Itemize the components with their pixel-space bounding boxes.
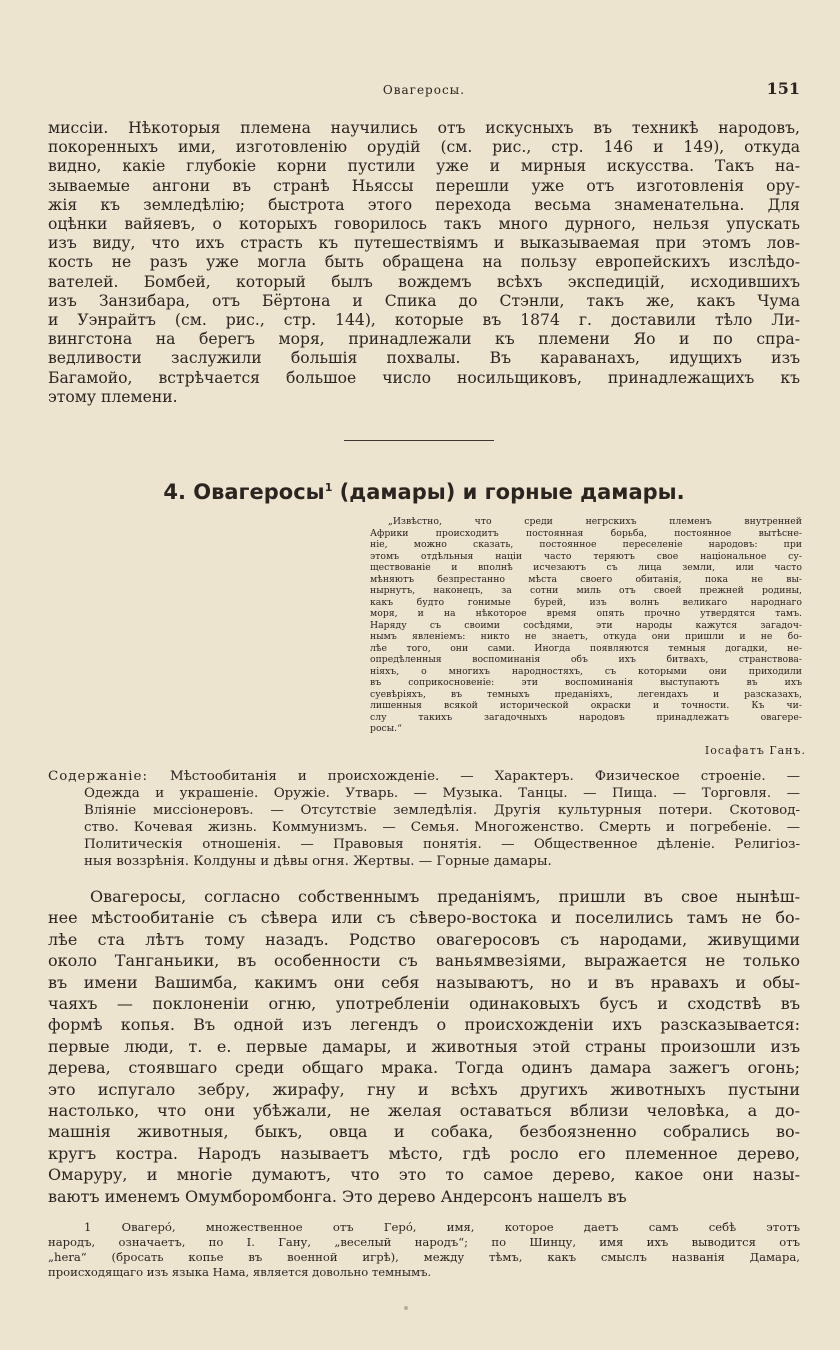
text-line: изъ виду, что ихъ страсть къ путешествіямъ и выказываемая при этомъ лов- bbox=[48, 234, 800, 253]
text-line: около Танганьики, въ особенности съ ваньямвезіями, выражается не только bbox=[48, 951, 800, 971]
contents-line: Одежда и украшеніе. Оружіе. Утварь. — Музыка. Танцы. — Пища. — Торговля. — bbox=[84, 786, 800, 801]
footnote-line: происходящаго изъ языка Нама, является довольно темнымъ. bbox=[48, 1265, 432, 1279]
epigraph-line: Наряду съ своими сосѣдями, эти народы кажутся загадоч- bbox=[370, 619, 802, 631]
contents-line: Политическія отношенія. — Правовыя понятія. — Общественное дѣленіе. Религіоз- bbox=[84, 837, 800, 852]
footnote-line: народъ, означаетъ, по І. Гану, „веселый народъ“; по Шинцу, имя ихъ выводится отъ bbox=[48, 1235, 800, 1249]
text-line: машнія животныя, быкъ, овца и собака, безбоязненно собрались во- bbox=[48, 1122, 800, 1142]
section-contents bbox=[48, 768, 800, 870]
text-line: настолько, что они убѣжали, не желая оставаться вблизи человѣка, а до- bbox=[48, 1101, 800, 1121]
page-speck bbox=[404, 1306, 408, 1310]
epigraph-line: нымъ явленіемъ: никто не знаетъ, откуда они пришли и не бо- bbox=[370, 631, 802, 642]
epigraph-line: Африки происходитъ постоянная борьба, постоянное вытѣсне- bbox=[370, 527, 802, 539]
text-line: это испугало зебру, жирафу, гну и всѣхъ другихъ животныхъ пустыни bbox=[48, 1079, 800, 1099]
epigraph-line: опредѣленныя воспоминанія объ ихъ битвахъ, странствова- bbox=[370, 654, 802, 665]
contents-line: ныя воззрѣнія. Колдуны и дѣвы огня. Жертвы. — Горные дамары. bbox=[84, 854, 552, 869]
contents-text: Мѣстообитанія и происхожденіе. — Характеръ. Физическое строеніе. — bbox=[170, 769, 800, 784]
epigraph-line: ществованіе и вполнѣ исчезаютъ съ лица земли, или часто bbox=[370, 562, 802, 573]
epigraph-line: ніе, можно сказать, постоянное переселеніе народовъ: при bbox=[370, 539, 802, 550]
footnote-mark: 1 bbox=[324, 481, 333, 494]
contents-label: Содержаніе: bbox=[48, 769, 171, 784]
footnote-line: 1 Овагеро́, множественное отъ Геро́, имя, которое даетъ самъ себѣ этотъ bbox=[84, 1220, 800, 1234]
section-divider bbox=[344, 440, 494, 441]
contents-line: ство. Кочевая жизнь. Коммунизмъ. — Семья. Многоженство. Смерть и погребеніе. — bbox=[84, 820, 800, 835]
text-line: чаяхъ — поклоненіи огню, употребленіи одинаковыхъ бусъ и сходствѣ въ bbox=[48, 994, 800, 1014]
text-line: жія къ земледѣлію; быстрота этого перехода весьма знаменательна. Для bbox=[48, 195, 800, 214]
epigraph-line: „Извѣстно, что среди негрскихъ племенъ внутренней bbox=[388, 516, 802, 527]
paragraph-continuation bbox=[48, 119, 800, 407]
text-line: лѣе ста лѣтъ тому назадъ. Родство овагеросовъ съ народами, живущими bbox=[48, 929, 800, 949]
running-head bbox=[48, 79, 800, 101]
text-line: ваютъ именемъ Омумборомбонга. Это дерево Андерсонъ нашелъ въ bbox=[48, 1186, 627, 1206]
footnote bbox=[48, 1220, 800, 1280]
text-line: Багамойо, встрѣчается большое число носильщиковъ, принадлежащихъ къ bbox=[48, 368, 800, 387]
text-line: изъ Занзибара, отъ Бёртона и Спика до Стэнли, такъ же, какъ Чума bbox=[48, 291, 800, 310]
epigraph-line: суевѣріяхъ, въ темныхъ преданіяхъ, легендахъ и разсказахъ, bbox=[370, 688, 802, 700]
text-line: въ имени Вашимба, какимъ они себя называютъ, но и въ нравахъ и обы- bbox=[48, 972, 800, 992]
text-line: первые люди, т. е. первые дамары, и животныя этой страны произошли изъ bbox=[48, 1036, 800, 1056]
epigraph-author: Іосафатъ Ганъ. bbox=[704, 744, 806, 757]
text-line: зываемые ангони въ странѣ Ньяссы перешли уже отъ изготовленія ору- bbox=[48, 176, 800, 195]
epigraph-line: какъ будто гонимые бурей, изъ волнъ великаго народнаго bbox=[370, 596, 802, 608]
text-line: и Уэнрайтъ (см. рис., стр. 144), которые въ 1874 г. доставили тѣло Ли- bbox=[48, 311, 800, 330]
epigraph-line: лишенныя всякой исторической окраски и точности. Къ чи- bbox=[370, 700, 802, 711]
paragraph-main bbox=[48, 886, 800, 1207]
epigraph-line: ніяхъ, о многихъ народностяхъ, съ которыми они приходили bbox=[370, 665, 802, 677]
text-line: формѣ копья. Въ одной изъ легендъ о происхожденіи ихъ разсказывается: bbox=[48, 1015, 800, 1035]
epigraph-line: лѣе того, они сами. Иногда появляются темныя догадки, не- bbox=[370, 642, 802, 654]
page-number: 151 bbox=[766, 79, 800, 98]
epigraph-line: росы.“ bbox=[370, 723, 402, 734]
epigraph-line: этомъ отдѣльныя націи часто теряютъ свое національное су- bbox=[370, 550, 802, 562]
epigraph-line: мѣняютъ безпрестанно мѣста своего обитанія, пока не вы- bbox=[370, 573, 802, 585]
text-line: видно, какіе глубокіе корни пустили уже и мирныя искусства. Такъ на- bbox=[48, 157, 800, 176]
text-line: ведливости заслужили большія похвалы. Въ караванахъ, идущихъ изъ bbox=[48, 349, 800, 368]
text-line: Овагеросы, согласно собственнымъ преданіямъ, пришли въ свое нынѣш- bbox=[90, 887, 800, 906]
text-line: Омаруру, и многіе думаютъ, что это то самое дерево, какое они назы- bbox=[48, 1165, 800, 1185]
footnote-line: „hera“ (бросать копье въ военной игрѣ), между тѣмъ, какъ смыслъ названія Дамара, bbox=[48, 1250, 800, 1264]
section-title: Овагеросы bbox=[193, 480, 325, 504]
section-title-rest: (дамары) и горные дамары. bbox=[339, 480, 685, 504]
section-number: 4. bbox=[163, 480, 186, 504]
epigraph-line: слу такихъ загадочныхъ народовъ принадлежатъ овагере- bbox=[370, 711, 802, 723]
epigraph-line: моря, и на нѣкоторое время опять прочно утвердятся тамъ. bbox=[370, 608, 802, 619]
text-line: этому племени. bbox=[48, 387, 178, 406]
text-line: вингстона на берегъ моря, принадлежали къ племени Яо и по спра- bbox=[48, 330, 800, 349]
text-line: покоренныхъ ими, изготовленію орудій (см. рис., стр. 146 и 149), откуда bbox=[48, 138, 800, 157]
epigraph bbox=[370, 516, 802, 735]
text-line: миссіи. Нѣкоторыя племена научились отъ искусныхъ въ техникѣ народовъ, bbox=[48, 119, 800, 137]
text-line: оцѣнки вайяевъ, о которыхъ говорилось такъ много дурного, нельзя упускать bbox=[48, 215, 800, 234]
section-heading bbox=[48, 480, 800, 504]
text-line: нее мѣстообитаніе съ сѣвера или съ сѣверо-востока и поселились тамъ не бо- bbox=[48, 908, 800, 928]
text-line: вателей. Бомбей, который былъ вождемъ всѣхъ экспедицій, исходившихъ bbox=[48, 272, 800, 291]
text-line: кругъ костра. Народъ называетъ мѣсто, гдѣ росло его племенное дерево, bbox=[48, 1143, 800, 1163]
epigraph-line: въ соприкосновеніе: эти воспоминанія выступаютъ въ ихъ bbox=[370, 677, 802, 688]
running-title: Овагеросы. bbox=[382, 83, 466, 97]
text-line: кость не разъ уже могла быть обращена на пользу европейскихъ изслѣдо- bbox=[48, 253, 800, 272]
epigraph-line: нырнутъ, наконецъ, за сотни миль отъ своей прежней родины, bbox=[370, 585, 802, 596]
contents-line: Вліяніе миссіонеровъ. — Отсутствіе земледѣлія. Другія культурныя потери. Скотовод- bbox=[84, 803, 800, 818]
contents-line bbox=[48, 768, 800, 785]
text-line: дерева, стоявшаго среди общаго мрака. Тогда одинъ дамара зажегъ огонь; bbox=[48, 1058, 800, 1078]
